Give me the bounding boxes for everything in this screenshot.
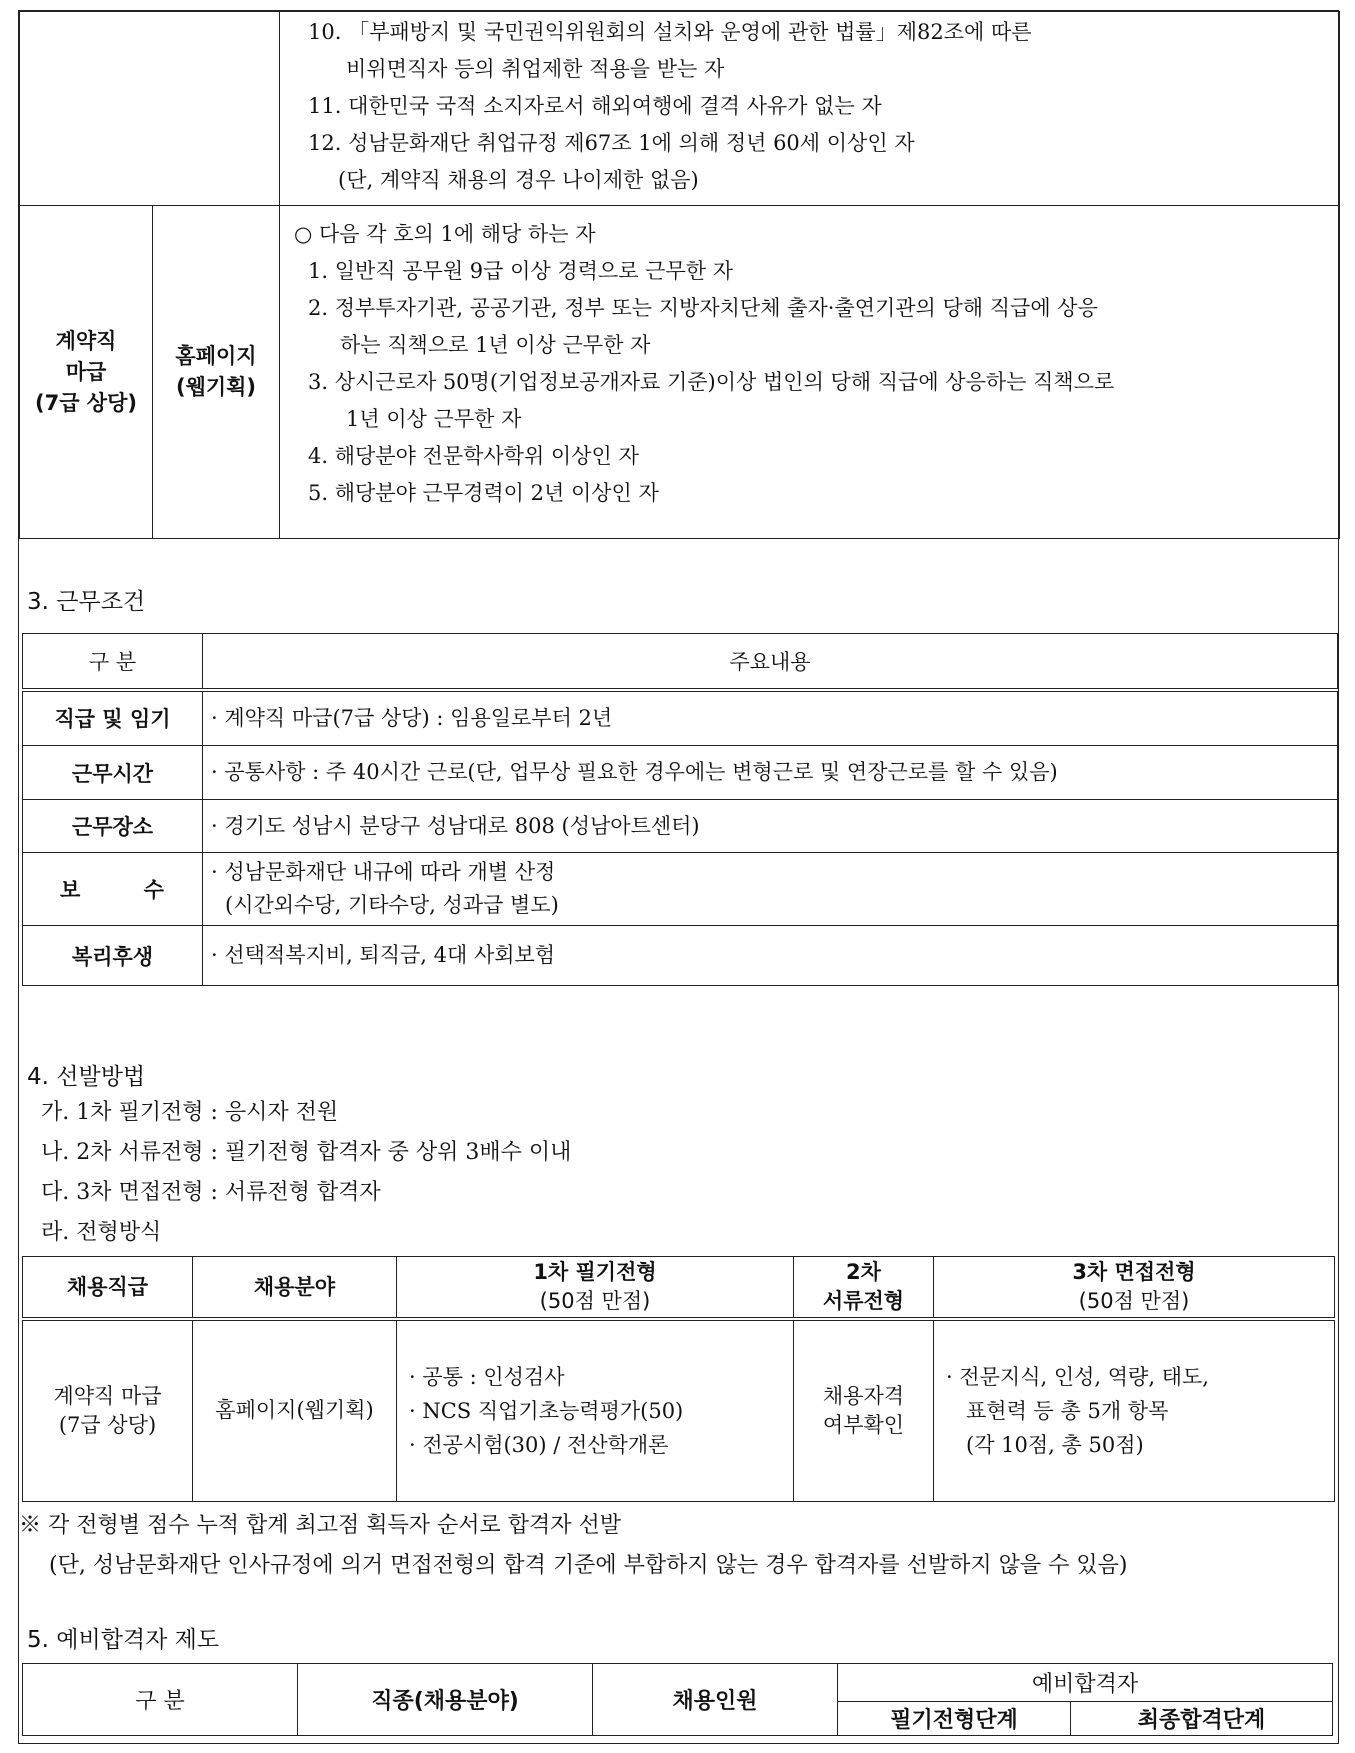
field-label-cell (153, 206, 280, 539)
table-cell (934, 1319, 1335, 1501)
list-item: 4. 해당분야 전문학사학위 이상인 자 (308, 444, 639, 468)
column-header (934, 1257, 1335, 1320)
column-header (794, 1257, 934, 1320)
table-cell (794, 1319, 934, 1501)
list-item: 11. 대한민국 국적 소지자로서 해외여행에 결격 사유가 없는 자 (308, 94, 882, 118)
section-title: 4. 선발방법 (27, 1064, 146, 1090)
list-item: 비위면직자 등의 취업제한 적용을 받는 자 (346, 57, 725, 81)
row-value (203, 853, 1338, 926)
row-value-line: · 공통사항 : 주 40시간 근로(단, 업무상 필요한 경우에는 변형근로 및 연장근로를 할 수 있음) (211, 760, 1058, 784)
column-header-line: 서류전형 (822, 1289, 905, 1313)
list-item: 가. 1차 필기전형 : 응시자 전원 (41, 1100, 339, 1125)
column-header-line: 2차 (846, 1260, 881, 1284)
position-label-line: 마급 (65, 359, 107, 384)
list-item: 12. 성남문화재단 취업규정 제67조 1에 의해 정년 60세 이상인 자 (308, 131, 915, 155)
table-row (23, 690, 1338, 746)
continued-requirements-cell (280, 12, 1340, 206)
column-header-line: 채용직급 (66, 1274, 149, 1299)
table-cell (23, 1319, 193, 1501)
column-header-line: (50점 만점) (539, 1289, 651, 1313)
list-item: 다. 3차 면접전형 : 서류전형 합격자 (41, 1180, 381, 1205)
column-header: 주요내용 (203, 634, 1338, 690)
list-item: 10. 「부패방지 및 국민권익위원회의 설치와 운영에 관한 법률」제82조에 따른 (308, 20, 1032, 44)
list-item: 1년 이상 근무한 자 (346, 407, 522, 431)
work-conditions-table (22, 633, 1338, 986)
cell-line: 표현력 등 총 5개 항목 (966, 1398, 1169, 1423)
row-key: 복리후생 (23, 926, 203, 986)
table-header-row (23, 1664, 1333, 1702)
row-value (203, 926, 1338, 986)
position-label-cell (20, 206, 153, 539)
row-value (203, 690, 1338, 746)
cell-line: · 공통 : 인성검사 (409, 1364, 565, 1389)
table-row (23, 926, 1338, 986)
table-row (20, 206, 1340, 539)
document-page (18, 10, 1339, 1744)
cell-line: (각 10점, 총 50점) (966, 1432, 1144, 1457)
table-row (23, 746, 1338, 800)
list-item: 3. 상시근로자 50명(기업정보공개자료 기준)이상 법인의 당해 직급에 상응하는 직책으로 (308, 370, 1115, 394)
table-header-row (23, 1257, 1335, 1320)
row-value (203, 800, 1338, 853)
column-header: 채용인원 (593, 1664, 838, 1736)
table-row (23, 853, 1338, 926)
table-row (20, 12, 1340, 206)
cell-line: 계약직 마급 (53, 1383, 162, 1408)
table-row (23, 1319, 1335, 1501)
table-cell: 홈페이지(웹기획) (193, 1319, 397, 1501)
column-header: 직종(채용분야) (298, 1664, 593, 1736)
row-value-line: · 성남문화재단 내규에 따라 개별 산정 (211, 860, 556, 884)
row-key: 근무시간 (23, 746, 203, 800)
cell-line: (7급 상당) (58, 1412, 157, 1437)
row-key: 보 수 (23, 853, 203, 926)
column-header: 구 분 (23, 1664, 298, 1736)
column-header-line: (50점 만점) (1078, 1289, 1190, 1313)
column-header (193, 1257, 397, 1320)
cell-line: · 전공시험(30) / 전산학개론 (409, 1432, 669, 1457)
note-text: ※ 각 전형별 점수 누적 합계 최고점 획득자 순서로 합격자 선발 (19, 1513, 621, 1538)
column-header-line: 채용분야 (253, 1274, 336, 1299)
list-item: 하는 직책으로 1년 이상 근무한 자 (340, 333, 651, 357)
requirements-intro: ○ 다음 각 호의 1에 해당 하는 자 (294, 222, 596, 246)
position-label-line: 계약직 (55, 328, 117, 353)
cell-line: 채용자격 (822, 1383, 905, 1408)
row-value-line: · 선택적복지비, 퇴직금, 4대 사회보험 (211, 943, 556, 967)
list-item: 1. 일반직 공무원 9급 이상 경력으로 근무한 자 (308, 259, 733, 283)
reserve-candidates-table (22, 1663, 1333, 1736)
eligibility-table (19, 11, 1340, 539)
table-header-row (23, 634, 1338, 690)
field-label-line: 홈페이지 (175, 344, 257, 368)
selection-method-table (22, 1256, 1335, 1502)
row-value-line: · 계약직 마급(7급 상당) : 임용일로부터 2년 (211, 705, 613, 730)
list-item: 라. 전형방식 (41, 1220, 162, 1245)
table-row (23, 800, 1338, 853)
row-value (203, 746, 1338, 800)
requirements-cell (280, 206, 1340, 539)
column-header: 예비합격자 (838, 1664, 1333, 1702)
section-title: 5. 예비합격자 제도 (27, 1627, 220, 1653)
column-header (23, 1257, 193, 1320)
table-cell (397, 1319, 794, 1501)
list-item: 5. 해당분야 근무경력이 2년 이상인 자 (308, 481, 659, 505)
column-header: 구 분 (23, 634, 203, 690)
row-key: 직급 및 임기 (23, 690, 203, 746)
row-value-line: · 경기도 성남시 분당구 성남대로 808 (성남아트센터) (211, 813, 700, 838)
list-item: 2. 정부투자기관, 공공기관, 정부 또는 지방자치단체 출자·출연기관의 당해 직급에 상응 (308, 296, 1098, 320)
empty-label-cell (20, 12, 280, 206)
cell-line: · NCS 직업기초능력평가(50) (409, 1398, 684, 1423)
section-title: 3. 근무조건 (27, 589, 146, 615)
cell-line: · 전문지식, 인성, 역량, 태도, (946, 1364, 1209, 1389)
cell-line: 여부확인 (822, 1412, 905, 1437)
column-header-line: 3차 면접전형 (1072, 1260, 1196, 1284)
list-item: (단, 계약직 채용의 경우 나이제한 없음) (338, 168, 699, 192)
row-value-line: (시간외수당, 기타수당, 성과급 별도) (225, 893, 559, 917)
column-header (397, 1257, 794, 1320)
list-item: 나. 2차 서류전형 : 필기전형 합격자 중 상위 3배수 이내 (41, 1140, 572, 1165)
column-header-line: 1차 필기전형 (533, 1260, 657, 1284)
position-label-line: (7급 상당) (35, 390, 137, 415)
column-header: 필기전형단계 (838, 1702, 1071, 1736)
field-label-line: (웹기획) (175, 375, 257, 399)
column-header: 최종합격단계 (1071, 1702, 1333, 1736)
row-key: 근무장소 (23, 800, 203, 853)
note-text: (단, 성남문화재단 인사규정에 의거 면접전형의 합격 기준에 부합하지 않는 경우 합격자를 선발하지 않을 수 있음) (49, 1553, 1128, 1578)
